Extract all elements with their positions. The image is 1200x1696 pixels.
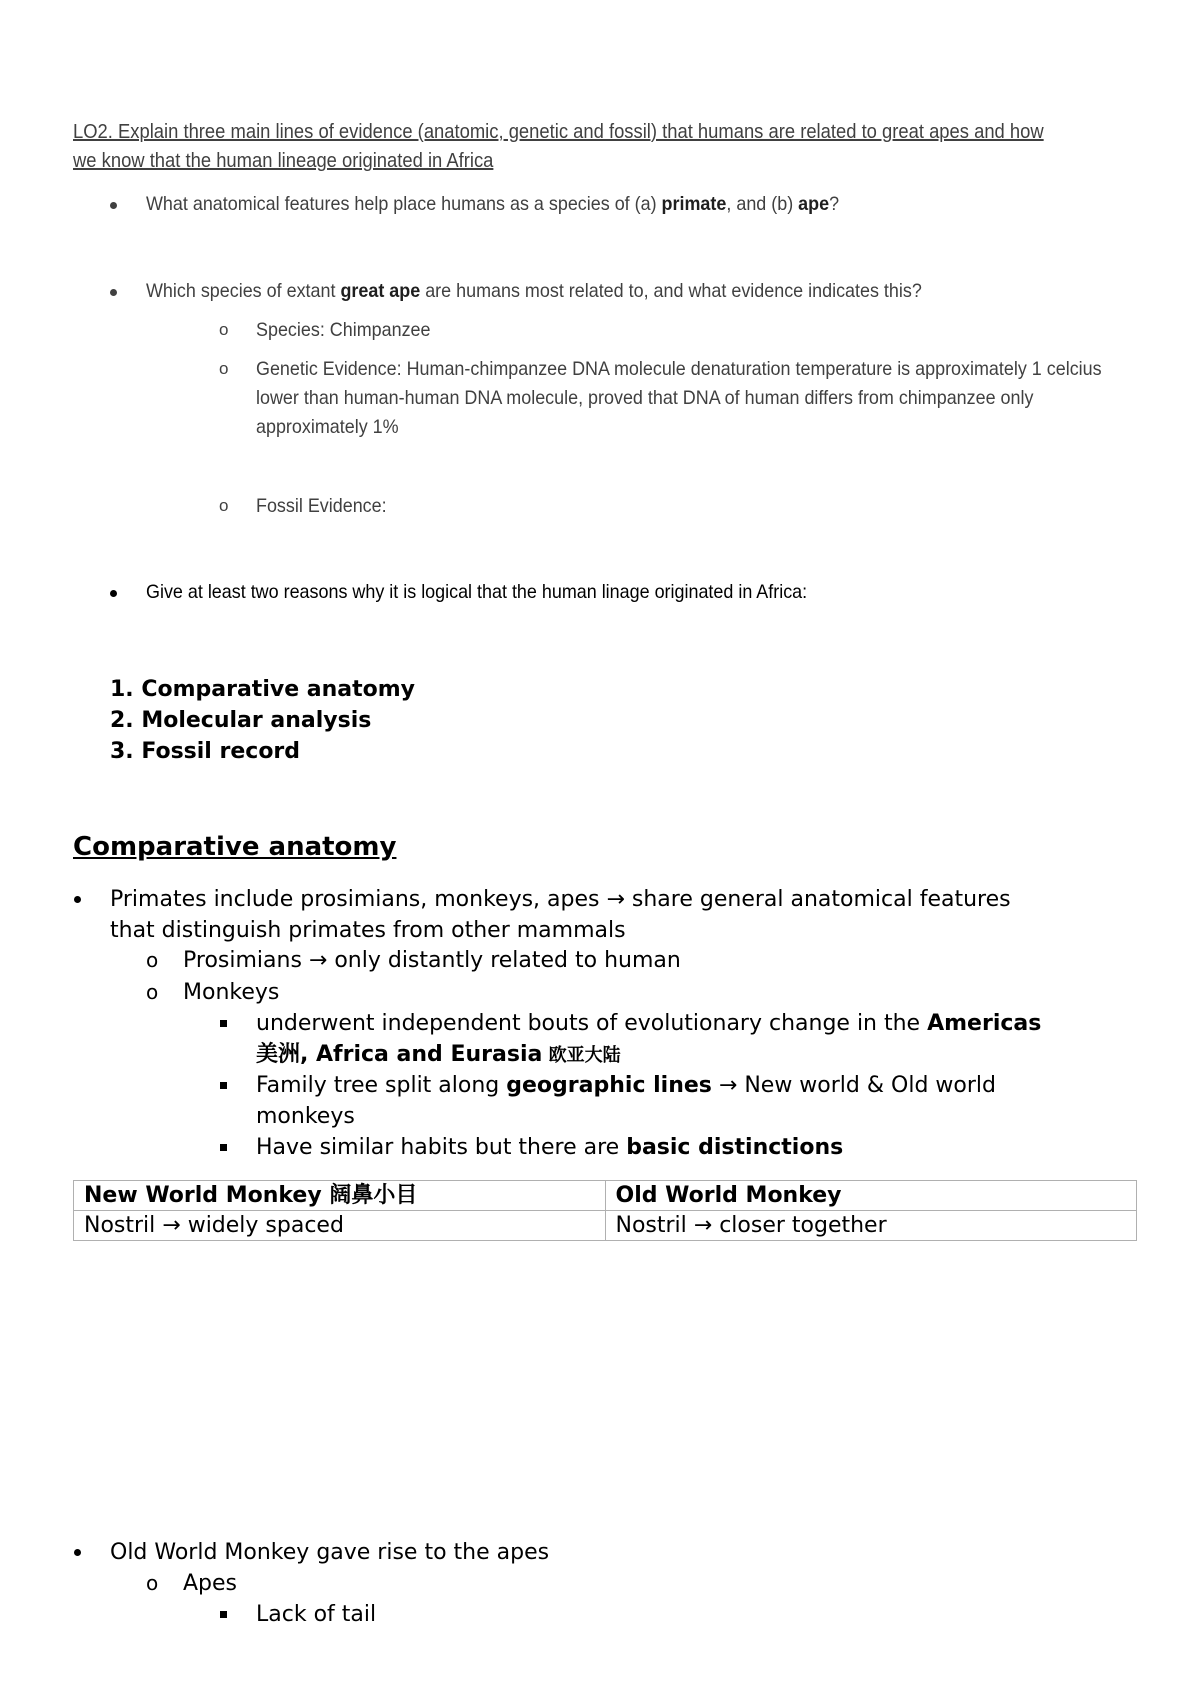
question-anatomical-features: [146, 193, 839, 216]
q2-bold-great-ape: great ape: [340, 280, 421, 302]
q1-text: ?: [829, 193, 840, 215]
q1-bold-ape: ape: [798, 193, 830, 215]
sub-bullet-icon: o: [219, 320, 229, 339]
section-title: Comparative anatomy: [73, 832, 397, 862]
prosimians-item: Prosimians → only distantly related to human: [183, 948, 681, 973]
q1-text: , and (b): [726, 193, 799, 215]
bullet-dot-icon: [110, 202, 117, 209]
primates-line-1: Primates include prosimians, monkeys, apes → share general anatomical features: [110, 887, 1011, 912]
q2-text: are humans most related to, and what evidence indicates this?: [420, 280, 922, 302]
square-bullet-icon: [220, 1611, 227, 1618]
m2-text: → New world & Old world: [711, 1073, 996, 1098]
lack-of-tail-item: Lack of tail: [256, 1602, 377, 1627]
table-cell: Nostril → widely spaced: [74, 1211, 606, 1241]
square-bullet-icon: [220, 1020, 227, 1027]
lo2-heading: LO2. Explain three main lines of evidence (anatomic, genetic and fossil) that humans are related to great apes and how we know that the human lineage originated in Africa: [73, 121, 1044, 172]
sub-bullet-icon: o: [146, 948, 159, 972]
monkeys-evolution-line-1: [256, 1008, 1041, 1039]
fossil-evidence: Fossil Evidence:: [256, 495, 387, 517]
table-row: [74, 1211, 1137, 1241]
q1-text: What anatomical features help place humans as a species of (a): [146, 193, 662, 215]
bullet-dot-icon: [110, 289, 117, 296]
primates-line-2: that distinguish primates from other mammals: [110, 918, 626, 943]
species-answer: Species: Chimpanzee: [256, 319, 431, 341]
sub-bullet-icon: o: [146, 1571, 159, 1595]
sub-bullet-icon: o: [146, 980, 159, 1004]
genetic-evidence: Genetic Evidence: Human-chimpanzee DNA molecule denaturation temperature is approximately 1 celcius lower than human-human DNA molecule, proved that DNA of human differs from chimpanzee only approximately 1%: [256, 358, 1102, 438]
sub-bullet-icon: o: [219, 496, 229, 515]
list-item: 3. Fossil record: [110, 739, 301, 764]
m1-bold-americas: Americas: [927, 1011, 1042, 1036]
evidence-numbered-list: [110, 674, 415, 767]
m1-text: underwent independent bouts of evolutionary change in the: [256, 1011, 928, 1036]
table-header-cell: New World Monkey 阔鼻小目: [74, 1181, 606, 1211]
table-cell: Nostril → closer together: [605, 1211, 1137, 1241]
square-bullet-icon: [220, 1082, 227, 1089]
m3-text: Have similar habits but there are: [256, 1135, 627, 1160]
bullet-dot-icon: [74, 1549, 81, 1556]
m2-bold-geographic: geographic lines: [506, 1073, 712, 1098]
m2-text: Family tree split along: [256, 1073, 507, 1098]
apes-item: Apes: [183, 1571, 238, 1596]
table-header-cell: Old World Monkey: [605, 1181, 1137, 1211]
old-world-apes-item: Old World Monkey gave rise to the apes: [110, 1540, 550, 1565]
q2-text: Which species of extant: [146, 280, 341, 302]
table-header-row: [74, 1181, 1137, 1211]
similar-habits-item: [256, 1132, 843, 1163]
m1-chinese-gloss: 欧亚大陆: [542, 1045, 621, 1066]
monkey-comparison-table: [73, 1180, 1137, 1241]
bullet-dot-icon: [110, 590, 117, 597]
monkeys-item: Monkeys: [183, 980, 280, 1005]
q1-bold-primate: primate: [661, 193, 727, 215]
list-item: 2. Molecular analysis: [110, 708, 372, 733]
question-africa-origin: Give at least two reasons why it is logical that the human linage originated in Africa:: [146, 581, 808, 603]
sub-bullet-icon: o: [219, 359, 229, 378]
square-bullet-icon: [220, 1144, 227, 1151]
family-tree-line-2: monkeys: [256, 1104, 355, 1129]
family-tree-line-1: [256, 1070, 996, 1101]
m3-bold-distinctions: basic distinctions: [626, 1135, 844, 1160]
question-great-ape: [146, 280, 922, 303]
m1-bold-regions: 美洲, Africa and Eurasia: [256, 1042, 543, 1067]
monkeys-evolution-line-2: [256, 1039, 621, 1071]
list-item: 1. Comparative anatomy: [110, 677, 416, 702]
bullet-dot-icon: [74, 896, 81, 903]
